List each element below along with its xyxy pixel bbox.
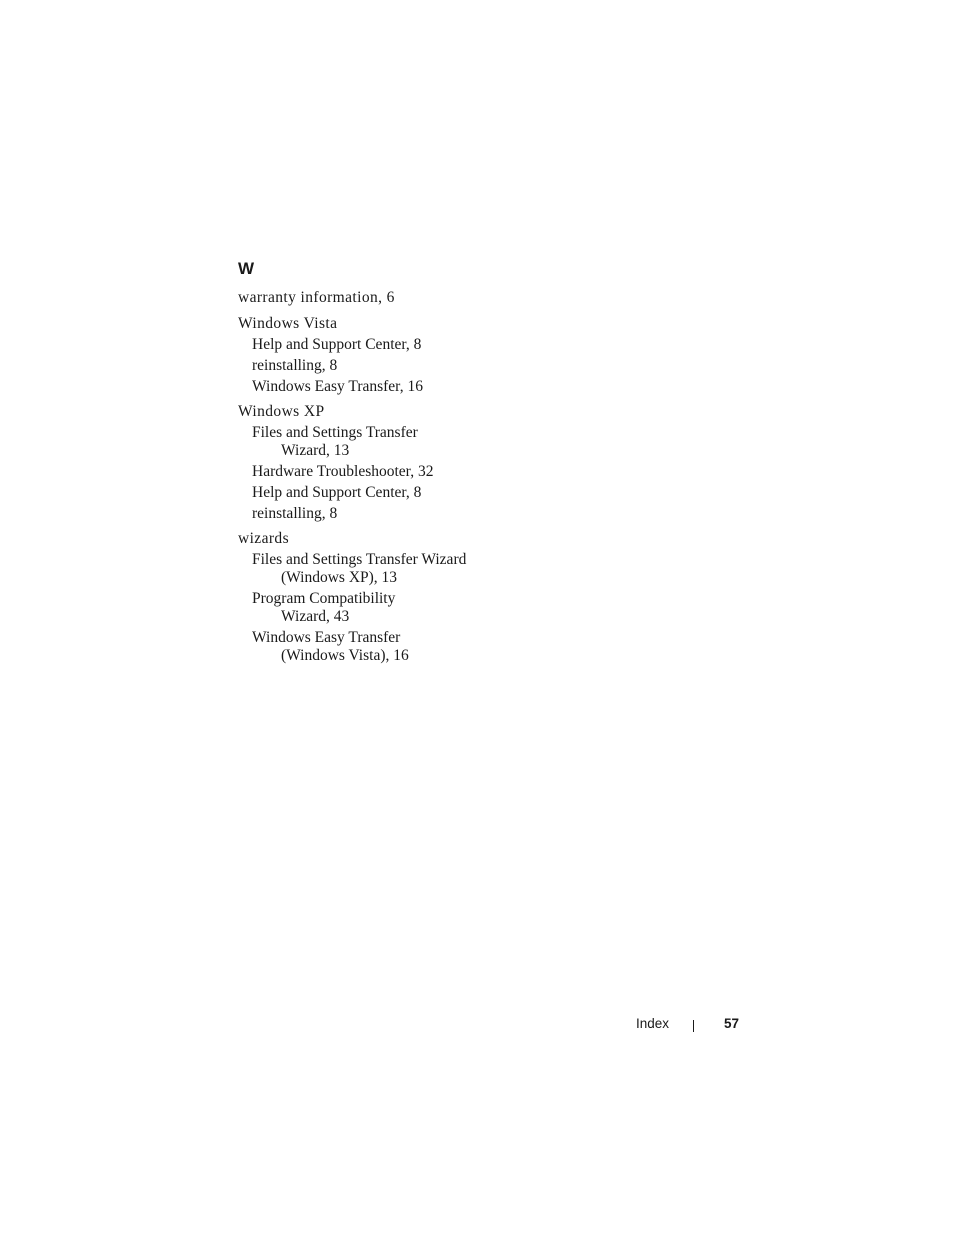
footer-section-label: Index xyxy=(636,1016,670,1031)
index-entry xyxy=(238,402,498,523)
index-subentry-continuation: Wizard, 43 xyxy=(281,608,350,625)
index-subentry-text: Help and Support Center, 8 xyxy=(252,336,422,353)
page-footer xyxy=(0,1015,954,1035)
page-number: 57 xyxy=(724,1016,740,1031)
index-subentry-continuation: (Windows XP), 13 xyxy=(281,569,398,586)
index-subentry-text: Program Compatibility xyxy=(252,590,396,607)
index-subentry xyxy=(238,357,498,375)
index-main-term: Windows XP xyxy=(238,403,325,420)
index-subentry-text: Hardware Troubleshooter, 32 xyxy=(252,463,434,480)
footer-separator xyxy=(693,1020,694,1032)
index-subentry xyxy=(238,629,498,665)
index-subentry-text: Windows Easy Transfer, 16 xyxy=(252,378,423,395)
index-entry xyxy=(238,314,498,396)
index-subentry-text: Help and Support Center, 8 xyxy=(252,484,422,501)
section-letter-heading: W xyxy=(238,259,255,278)
index-subentry xyxy=(238,505,498,523)
index-main-term: warranty information, 6 xyxy=(238,289,395,306)
index-subentry xyxy=(238,551,498,587)
index-subentry xyxy=(238,463,498,481)
index-column xyxy=(238,259,498,671)
index-entry xyxy=(238,529,498,665)
index-subentry-text: Files and Settings Transfer xyxy=(252,424,418,441)
index-subentry-text: reinstalling, 8 xyxy=(252,505,338,522)
index-main-term: wizards xyxy=(238,530,290,547)
index-subentry-continuation: (Windows Vista), 16 xyxy=(281,647,409,664)
index-subentry xyxy=(238,590,498,626)
index-subentry-text: Windows Easy Transfer xyxy=(252,629,401,646)
index-subentry xyxy=(238,378,498,396)
index-subentry xyxy=(238,484,498,502)
index-subentry-text: reinstalling, 8 xyxy=(252,357,338,374)
index-entry xyxy=(238,288,498,308)
index-subentry xyxy=(238,424,498,460)
index-subentry-continuation: Wizard, 13 xyxy=(281,442,350,459)
index-subentry xyxy=(238,336,498,354)
index-subentry-text: Files and Settings Transfer Wizard xyxy=(252,551,467,568)
index-main-term: Windows Vista xyxy=(238,315,338,332)
